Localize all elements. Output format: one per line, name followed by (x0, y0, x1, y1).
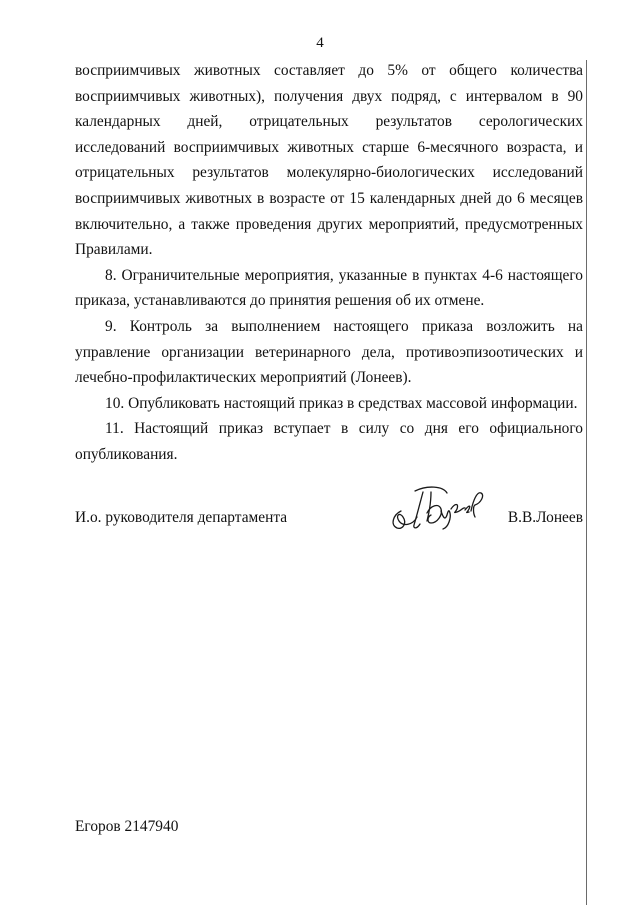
paragraph-item-10: 10. Опубликовать настоящий приказ в средствах массовой информации. (105, 394, 578, 412)
paragraph-item-9: 9. Контроль за выполнением настоящего приказа возложить на управление организации ветеринарного дела, противоэпизоотических и лечебно-профилактических мероприятий (Лонеев). (75, 317, 583, 387)
paragraph-continuation: восприимчивых животных составляет до 5% от общего количества восприимчивых животных), получения двух подряд, с интервалом в 90 календарных дней, отрицательных результатов серологических исследований восприимчивых животных старше 6-месячного возраста, и отрицательных результатов молекулярно-биологических исследований восприимчивых животных в возрасте от 15 календарных дней до 6 месяцев включительно, а также проведения других мероприятий, предусмотренных Правилами. (75, 62, 583, 259)
executor-contact: Егоров 2147940 (75, 818, 179, 835)
paragraph-item-8: 8. Ограничительные мероприятия, указанные в пунктах 4-6 настоящего приказа, устанавливаются до принятия решения об их отмене. (75, 266, 583, 310)
handwritten-signature (387, 481, 491, 535)
signer-position-title: И.о. руководителя департамента (75, 509, 288, 526)
page-edge-line (586, 60, 587, 905)
page-number: 4 (316, 35, 324, 51)
paragraph-item-11: 11. Настоящий приказ вступает в силу со дня его официального опубликования. (75, 420, 583, 463)
order-body-text (75, 58, 583, 468)
signer-name: В.В.Лонеев (507, 509, 583, 526)
signature-block (75, 503, 583, 533)
